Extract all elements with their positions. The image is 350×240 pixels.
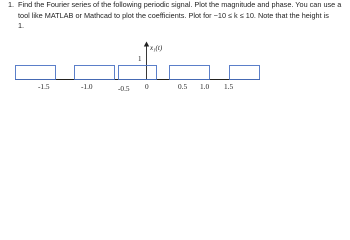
x-tick-label: -1.5 (38, 82, 50, 91)
amplitude-axis-arrow-icon (144, 42, 149, 47)
x-tick-label: 0.5 (178, 82, 188, 91)
question-text-line-1: Find the Fourier series of the following periodic signal. Plot the magnitude and phase. You can use a (18, 0, 342, 9)
question-number: 1. (8, 0, 15, 9)
x-tick-label: 1.0 (200, 82, 210, 91)
question-text-line-3: 1. (18, 21, 25, 31)
pulse-4 (170, 66, 210, 80)
pulse-3 (119, 66, 157, 80)
x-tick-label: -0.5 (118, 84, 130, 92)
x-tick-label: 1.5 (224, 82, 234, 91)
pulse-2 (75, 66, 115, 80)
pulse-1 (16, 66, 56, 80)
amplitude-label: 1 (138, 55, 142, 63)
pulse-5 (230, 66, 260, 80)
signal-figure (0, 0, 350, 92)
x-tick-label: -1.0 (81, 82, 93, 91)
x-tick-label: 0 (145, 82, 149, 91)
signal-label: x₁(t) (150, 44, 163, 52)
question-text-line-2: tool like MATLAB or Mathcad to plot the coefficients. Plot for −10 ≤ k ≤ 10. Note that the height is (18, 10, 329, 20)
